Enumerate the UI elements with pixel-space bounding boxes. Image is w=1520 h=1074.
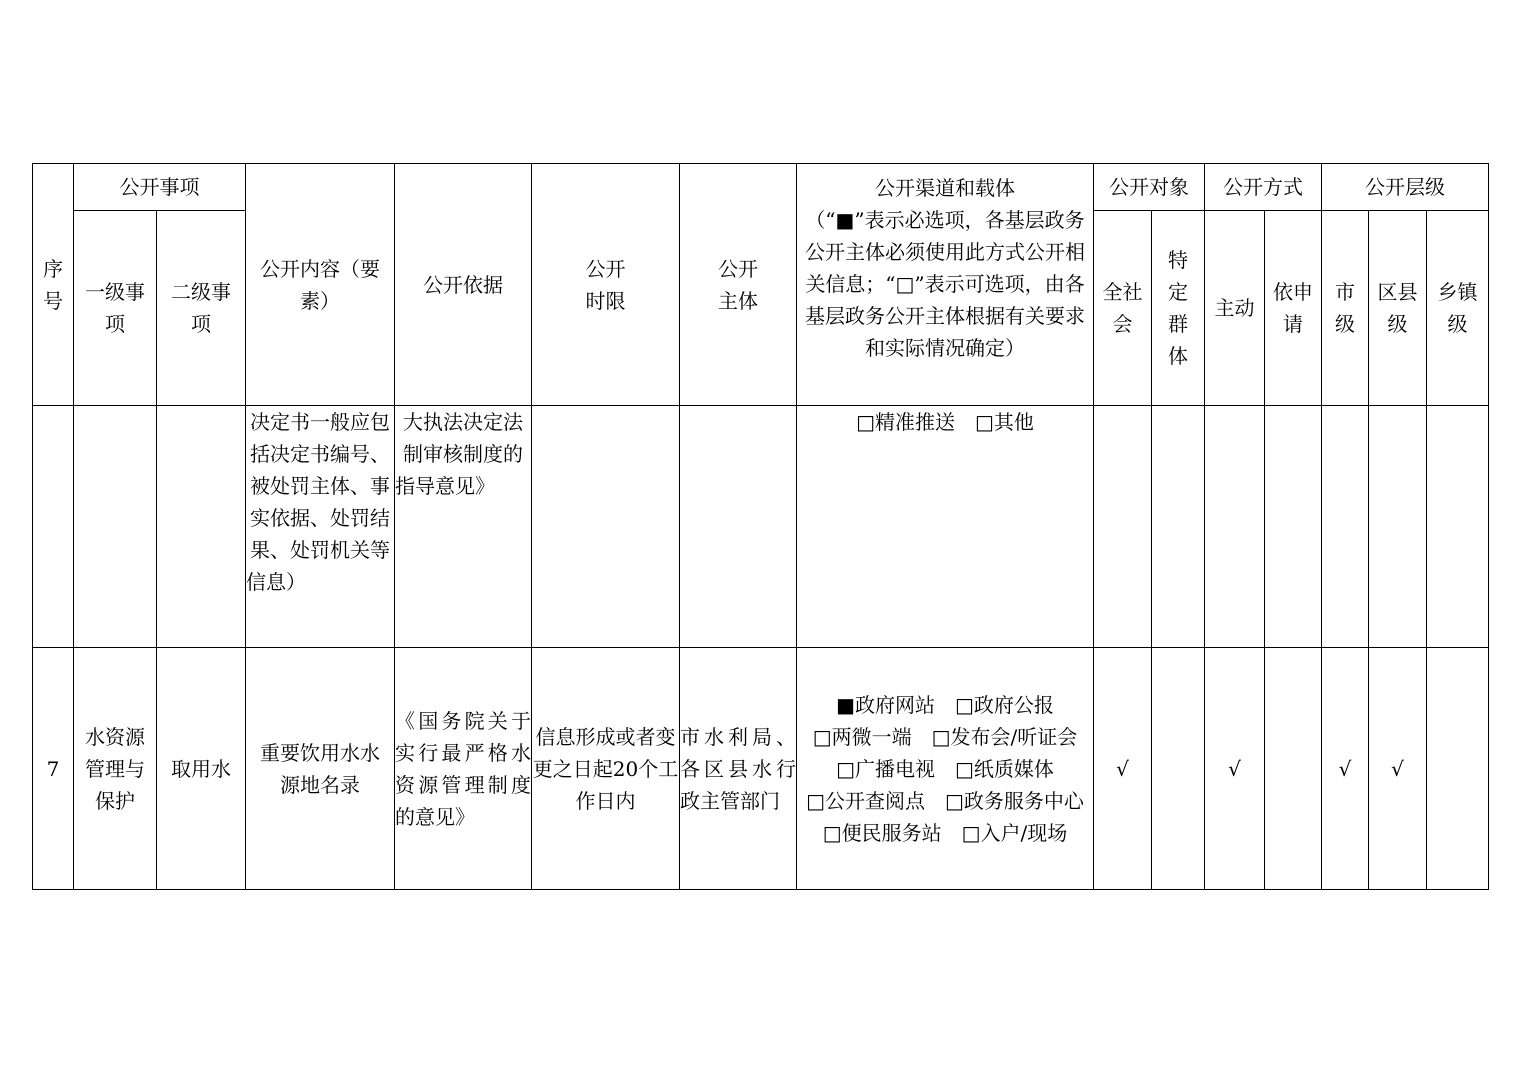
cell-level-town <box>1427 648 1489 890</box>
header-subject-text: 公开主体 <box>718 256 758 313</box>
header-method-apply-text: 依申请 <box>1273 280 1313 336</box>
cell-content: 重要饮用水水源地名录 <box>246 648 395 890</box>
cell-level1-text: 水资源管理与保护 <box>85 724 145 813</box>
cell-level-district: √ <box>1369 648 1427 890</box>
disclosure-table <box>32 163 1489 890</box>
header-subject <box>680 164 797 406</box>
header-content: 公开内容（要素） <box>246 164 395 406</box>
header-row-1 <box>33 164 1489 211</box>
channel-line: □公开查阅点 □政务服务中心 <box>806 788 1084 813</box>
header-method: 公开方式 <box>1205 164 1322 211</box>
cell-method-active <box>1205 406 1265 648</box>
channel-line: □两微一端 □发布会/听证会 <box>812 724 1078 749</box>
header-seq-text: 序号 <box>43 256 63 313</box>
cell-channels <box>797 406 1094 648</box>
header-level-district-text: 区县级 <box>1377 280 1418 336</box>
cell-seq <box>33 406 74 648</box>
cell-method-active: √ <box>1205 648 1265 890</box>
cell-level2: 取用水 <box>157 648 246 890</box>
header-target-specific <box>1152 211 1205 406</box>
cell-level2 <box>157 406 246 648</box>
cell-target-all: √ <box>1094 648 1152 890</box>
cell-target-specific <box>1152 406 1205 648</box>
header-level-city <box>1322 211 1369 406</box>
header-level-city-text: 市级 <box>1335 280 1355 336</box>
cell-level-district <box>1369 406 1427 648</box>
header-channel-title: 公开渠道和载体 <box>875 176 1015 200</box>
header-basis: 公开依据 <box>395 164 532 406</box>
header-channel <box>797 164 1094 406</box>
header-time-text: 公开时限 <box>585 256 626 313</box>
header-target-specific-text: 特定群体 <box>1168 248 1188 368</box>
cell-level-city: √ <box>1322 648 1369 890</box>
channel-line: ■政府网站 □政府公报 <box>836 692 1054 717</box>
cell-level-town <box>1427 406 1489 648</box>
header-level-town <box>1427 211 1489 406</box>
cell-time: 信息形成或者变更之日起20个工作日内 <box>532 648 680 890</box>
header-level-town-text: 乡镇级 <box>1437 280 1478 336</box>
cell-seq: 7 <box>33 648 74 890</box>
cell-target-specific <box>1152 648 1205 890</box>
header-target-all <box>1094 211 1152 406</box>
channel-line: □便民服务站 □入户/现场 <box>822 820 1068 845</box>
header-target: 公开对象 <box>1094 164 1205 211</box>
cell-basis: 《国务院关于实行最严格水资源管理制度的意见》 <box>395 648 532 890</box>
header-items: 公开事项 <box>74 164 246 211</box>
cell-basis: 大执法决定法制审核制度的指导意见》 <box>395 406 532 648</box>
header-method-active: 主动 <box>1205 211 1265 406</box>
header-time <box>532 164 680 406</box>
cell-level1 <box>74 648 157 890</box>
header-level: 公开层级 <box>1322 164 1489 211</box>
header-seq <box>33 164 74 406</box>
cell-time <box>532 406 680 648</box>
channel-line: □广播电视 □纸质媒体 <box>836 756 1054 781</box>
cell-target-all <box>1094 406 1152 648</box>
cell-level1 <box>74 406 157 648</box>
cell-subject <box>680 406 797 648</box>
cell-level-city <box>1322 406 1369 648</box>
channel-line: □精准推送 □其他 <box>856 410 1034 434</box>
cell-content: 决定书一般应包括决定书编号、被处罚主体、事实依据、处罚结果、处罚机关等信息） <box>246 406 395 648</box>
header-level1 <box>74 211 157 406</box>
header-target-all-text: 全社会 <box>1102 280 1143 336</box>
cell-channels <box>797 648 1094 890</box>
header-channel-note: （“■”表示必选项，各基层政务公开主体必须使用此方式公开相关信息；“□”表示可选项，由各基层政务公开主体根据有关要求和实际情况确定） <box>805 208 1085 360</box>
cell-method-apply <box>1265 406 1322 648</box>
table-row <box>33 648 1489 890</box>
header-method-apply <box>1265 211 1322 406</box>
cell-subject: 市水利局、各区县水行政主管部门 <box>680 648 797 890</box>
header-level2-text: 二级事项 <box>171 280 231 336</box>
header-level2 <box>157 211 246 406</box>
cell-method-apply <box>1265 648 1322 890</box>
header-level1-text: 一级事项 <box>85 280 145 336</box>
table-row <box>33 406 1489 648</box>
header-level-district <box>1369 211 1427 406</box>
